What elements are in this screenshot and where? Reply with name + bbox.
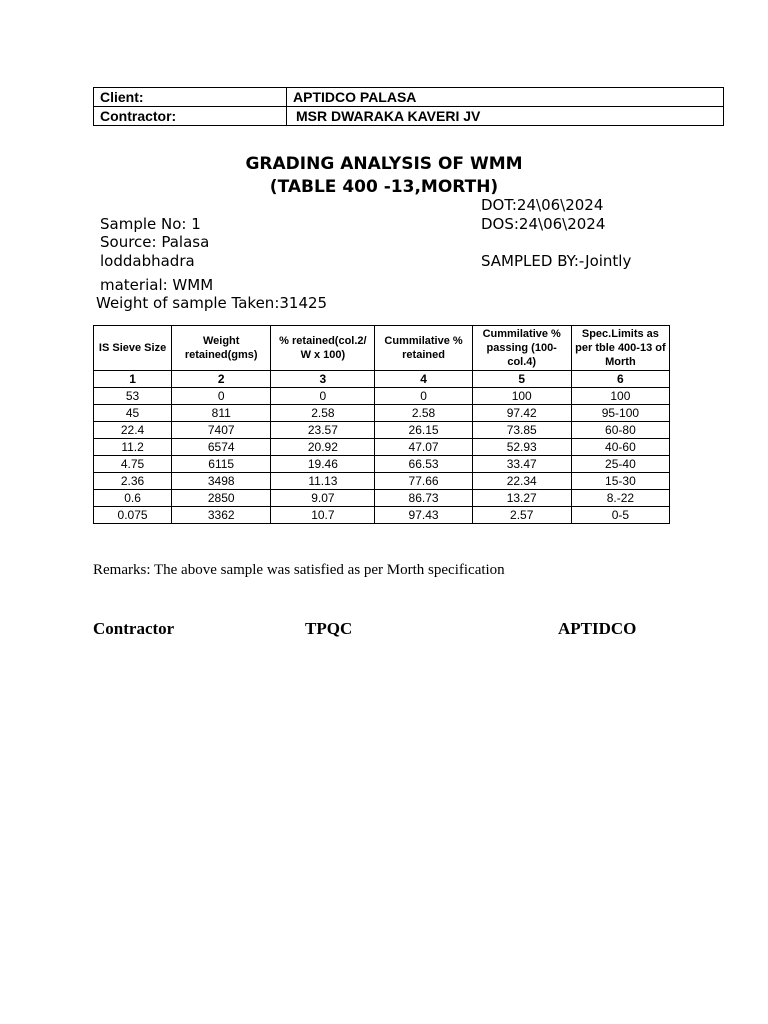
table-cell: 2.57 — [472, 507, 571, 524]
table-cell: 26.15 — [375, 422, 472, 439]
table-cell: 0 — [375, 388, 472, 405]
table-cell: 0 — [172, 388, 271, 405]
table-row — [94, 507, 670, 524]
sample-weight: Weight of sample Taken:31425 — [96, 294, 328, 312]
sampled-by: SAMPLED BY:-Jointly — [481, 252, 632, 270]
table-cell: 22.4 — [94, 422, 172, 439]
table-cell: 0 — [271, 388, 375, 405]
table-cell: 8.-22 — [571, 490, 669, 507]
client-row — [94, 88, 724, 107]
date-of-test: DOT:24\06\2024 — [481, 196, 604, 214]
client-label: Client: — [94, 88, 287, 107]
table-cell: 100 — [472, 388, 571, 405]
table-cell: 11.2 — [94, 439, 172, 456]
column-number: 1 — [94, 371, 172, 388]
table-cell: 20.92 — [271, 439, 375, 456]
table-cell: 97.42 — [472, 405, 571, 422]
table-cell: 25-40 — [571, 456, 669, 473]
table-cell: 6574 — [172, 439, 271, 456]
table-cell: 7407 — [172, 422, 271, 439]
page-subtitle: (TABLE 400 -13,MORTH) — [269, 177, 499, 197]
contractor-label: Contractor: — [94, 107, 287, 126]
column-header: Weight retained(gms) — [172, 326, 271, 371]
column-header: Cummilative % passing (100-col.4) — [472, 326, 571, 371]
sample-number: Sample No: 1 — [100, 215, 201, 233]
header-table — [93, 87, 724, 126]
contractor-row — [94, 107, 724, 126]
signature-contractor: Contractor — [93, 619, 175, 638]
table-cell: 2850 — [172, 490, 271, 507]
table-cell: 47.07 — [375, 439, 472, 456]
table-cell: 100 — [571, 388, 669, 405]
column-number: 5 — [472, 371, 571, 388]
table-cell: 9.07 — [271, 490, 375, 507]
table-cell: 45 — [94, 405, 172, 422]
grading-table — [93, 325, 670, 524]
remarks: Remarks: The above sample was satisfied as per Morth specification — [93, 562, 505, 578]
table-cell: 0.075 — [94, 507, 172, 524]
table-cell: 77.66 — [375, 473, 472, 490]
table-body — [94, 388, 670, 524]
table-cell: 3498 — [172, 473, 271, 490]
column-header: % retained(col.2/ W x 100) — [271, 326, 375, 371]
table-cell: 2.58 — [271, 405, 375, 422]
table-cell: 33.47 — [472, 456, 571, 473]
date-of-sampling: DOS:24\06\2024 — [481, 215, 606, 233]
source-line-1: Source: Palasa — [100, 233, 210, 251]
table-cell: 95-100 — [571, 405, 669, 422]
table-row — [94, 422, 670, 439]
table-row — [94, 456, 670, 473]
signature-aptidco: APTIDCO — [558, 619, 637, 638]
table-cell: 23.57 — [271, 422, 375, 439]
table-cell: 0-5 — [571, 507, 669, 524]
table-cell: 22.34 — [472, 473, 571, 490]
column-number: 6 — [571, 371, 669, 388]
table-cell: 53 — [94, 388, 172, 405]
table-row — [94, 473, 670, 490]
table-cell: 40-60 — [571, 439, 669, 456]
table-cell: 66.53 — [375, 456, 472, 473]
column-header: Cummilative % retained — [375, 326, 472, 371]
column-number-row — [94, 371, 670, 388]
signature-tpqc: TPQC — [305, 619, 353, 638]
table-cell: 6115 — [172, 456, 271, 473]
table-cell: 86.73 — [375, 490, 472, 507]
table-cell: 19.46 — [271, 456, 375, 473]
table-header-row — [94, 326, 670, 371]
table-row — [94, 388, 670, 405]
table-row — [94, 490, 670, 507]
column-header: IS Sieve Size — [94, 326, 172, 371]
table-cell: 2.36 — [94, 473, 172, 490]
table-cell: 73.85 — [472, 422, 571, 439]
page-title: GRADING ANALYSIS OF WMM — [245, 154, 523, 174]
column-number: 3 — [271, 371, 375, 388]
table-cell: 811 — [172, 405, 271, 422]
table-cell: 97.43 — [375, 507, 472, 524]
table-cell: 13.27 — [472, 490, 571, 507]
table-cell: 11.13 — [271, 473, 375, 490]
column-number: 4 — [375, 371, 472, 388]
client-value: APTIDCO PALASA — [287, 88, 724, 107]
table-cell: 60-80 — [571, 422, 669, 439]
table-cell: 0.6 — [94, 490, 172, 507]
table-cell: 52.93 — [472, 439, 571, 456]
source-line-2: loddabhadra — [100, 252, 195, 270]
material: material: WMM — [100, 276, 214, 294]
table-cell: 15-30 — [571, 473, 669, 490]
table-row — [94, 439, 670, 456]
contractor-value: MSR DWARAKA KAVERI JV — [287, 107, 724, 126]
table-cell: 2.58 — [375, 405, 472, 422]
table-cell: 10.7 — [271, 507, 375, 524]
table-row — [94, 405, 670, 422]
table-cell: 4.75 — [94, 456, 172, 473]
column-number: 2 — [172, 371, 271, 388]
column-header: Spec.Limits as per tble 400-13 of Morth — [571, 326, 669, 371]
table-cell: 3362 — [172, 507, 271, 524]
